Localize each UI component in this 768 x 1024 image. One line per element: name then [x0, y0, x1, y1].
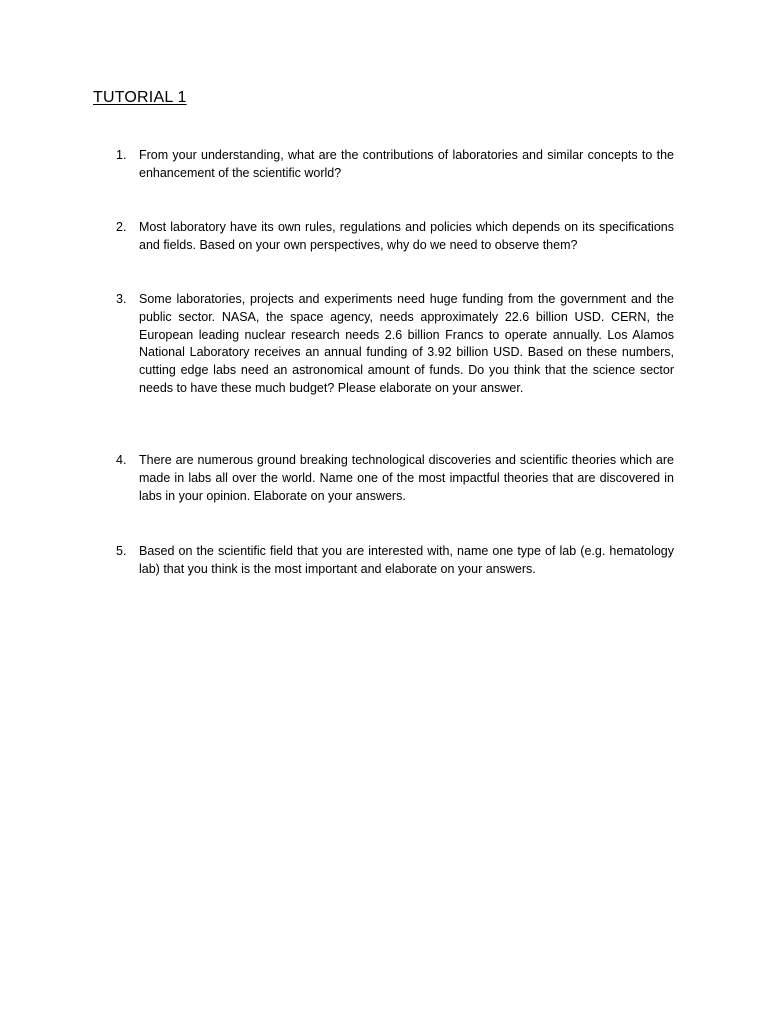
question-text: There are numerous ground breaking technological discoveries and scientific theories which are made in labs all over the world. Name one of the most impactful theories that are discovered in labs in your opinion. Elaborate on your answers. [139, 453, 674, 503]
document-title: TUTORIAL 1 [93, 89, 187, 106]
question-number: 3. [116, 292, 127, 306]
question-number: 4. [116, 453, 127, 467]
question-text: From your understanding, what are the contributions of laboratories and similar concepts to the enhancement of the scientific world? [139, 148, 674, 180]
question-text: Most laboratory have its own rules, regulations and policies which depends on its specifications and fields. Based on your own perspectives, why do we need to observe them? [139, 220, 674, 252]
question-item [116, 543, 674, 579]
question-item [116, 219, 674, 255]
question-item [116, 452, 674, 505]
question-text: Based on the scientific field that you are interested with, name one type of lab (e.g. hematology lab) that you think is the most important and elaborate on your answers. [139, 544, 674, 576]
question-number: 2. [116, 220, 127, 234]
question-text: Some laboratories, projects and experiments need huge funding from the government and the public sector. NASA, the space agency, needs approximately 22.6 billion USD. CERN, the European leading nuclear research needs 2.6 billion Francs to operate annually. Los Alamos National Laboratory receives an annual funding of 3.92 billion USD. Based on these numbers, cutting edge labs need an astronomical amount of funds. Do you think that the science sector needs to have these much budget? Please elaborate on your answer. [139, 292, 674, 395]
question-number: 1. [116, 148, 127, 162]
question-item [116, 291, 674, 398]
question-number: 5. [116, 544, 127, 558]
question-item [116, 147, 674, 183]
